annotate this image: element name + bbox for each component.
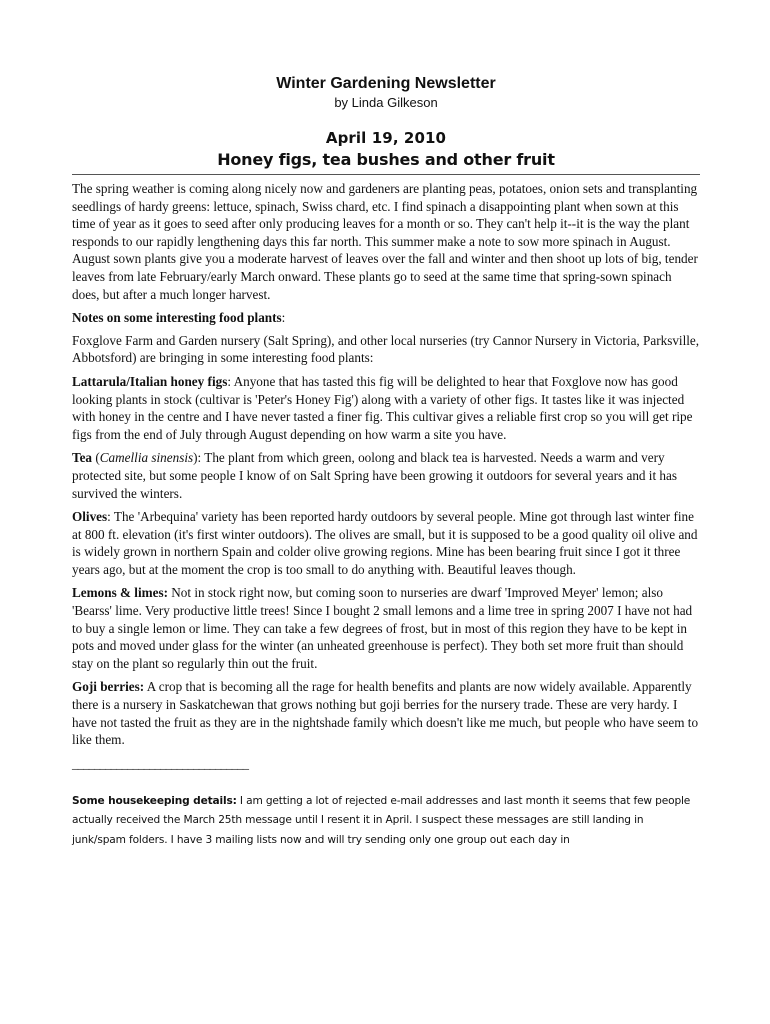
notes-heading: Notes on some interesting food plants [72, 310, 282, 326]
newsletter-title: Winter Gardening Newsletter [276, 75, 496, 92]
masthead [72, 74, 700, 111]
section-separator: ________________________________ [72, 755, 248, 771]
item-figs [72, 373, 700, 443]
housekeeping-text: I am getting a lot of rejected e-mail addresses and last month it seems that few people actually received the March 25th message until I resent it in April. I suspect these messages are still landing in junk/spam folders. I have 3 mailing lists now and will try sending only one group out each day in [72, 794, 691, 846]
item-tea-text: ): The plant from which green, oolong and black tea is harvested. Needs a warm and very protected site, but some people I know of on Salt Spring have been growing it outdoors for several years and it has survived the winters. [72, 450, 678, 501]
intro-paragraph: The spring weather is coming along nicely now and gardeners are planting peas, potatoes, onion sets and transplanting seedlings of hardy greens: lettuce, spinach, Swiss chard, etc. I find spinach a disappointing plant when sown at this time of year as it goes to seed after only producing leaves for a month or so. They can't help it--it is the way the plant responds to our rapidly lengthening days this far north. This summer make a note to sow more spinach in August. August sown plants give you a moderate harvest of leaves over the fall and winter and then shoot up lots of big, tender leaves from late February/early March onward. These plants go to seed at the same time that spring-sown spinach does, but after a much longer harvest. [72, 181, 698, 302]
author-byline: by Linda Gilkeson [334, 95, 438, 110]
item-olives-text: : The 'Arbequina' variety has been reported hardy outdoors by several people. Mine got through last winter fine at 800 ft. elevation (it's first winter outdoors). The olives are small, but it is supposed to be a good quality oil olive and is widely grown in northern Spain and colder olive growing regions. Mine has been bearing fruit since I got it three years ago, but at the moment the crop is too small to do anything with. Beautiful leaves though. [72, 509, 698, 577]
issue-date: April 19, 2010 [325, 129, 447, 147]
notes-heading-colon: : [281, 310, 286, 326]
issue-headline: Honey figs, tea bushes and other fruit [217, 150, 555, 169]
nurseries-paragraph: Foxglove Farm and Garden nursery (Salt Spring), and other local nurseries (try Cannor Nursery in Victoria, Parksville, Abbotsford) are bringing in some interesting food plants: [72, 332, 700, 366]
item-tea-label: Tea [72, 450, 93, 466]
header-divider [72, 174, 700, 175]
item-lemons-limes-text: Not in stock right now, but coming soon to nurseries are dwarf 'Improved Meyer' lemon; also 'Bearss' lime. Very productive little trees! Since I bought 2 small lemons and a lime tree in spring 2007 I have not had to buy a single lemon or lime. They can take a few degrees of frost, but in most of this region they have to be kept in pots and moved under glass for the winter (an unheated greenhouse is perfect). They both set more fruit than should stay on the plant so regularly thin out the fruit. [72, 585, 693, 671]
item-goji-label: Goji berries: [72, 679, 145, 695]
issue-header [72, 128, 700, 171]
item-tea-latin-name: Camellia sinensis [99, 450, 194, 466]
notes-heading-paragraph [72, 309, 700, 327]
item-olives-label: Olives [72, 509, 108, 525]
item-goji [72, 678, 700, 748]
item-lemons-limes [72, 584, 700, 672]
housekeeping-label: Some housekeeping details: [72, 794, 237, 807]
item-lemons-limes-label: Lemons & limes: [72, 585, 168, 601]
housekeeping-paragraph [72, 792, 700, 851]
item-figs-text: : Anyone that has tasted this fig will be delighted to hear that Foxglove now has good looking plants in stock (cultivar is 'Peter's Honey Fig') along with a variety of other figs. It tastes like it was injected with honey in the centre and I have never tasted a finer fig. This cultivar gives a reliable first crop so you will get ripe figs from the end of July through August depending on how warm a site you have. [72, 373, 693, 442]
item-figs-label: Lattarula/Italian honey figs [72, 373, 228, 389]
article-body [72, 180, 700, 749]
item-goji-text: A crop that is becoming all the rage for health benefits and plants are now widely available. Apparently there is a nursery in Saskatchewan that grows nothing but goji berries for the nursery trade. These are very hardy. I have not tasted the fruit as they are in the nightshade family which doesn't like me much, but people who have seem to like them. [72, 679, 699, 748]
item-tea: Tea (Camellia sinensis): The plant from which green, oolong and black tea is harvested. Needs a warm and very protected site, but some people I know of on Salt Spring have been growing it outdoors for several years and it has survived the winters. [72, 450, 678, 501]
newsletter-page [72, 74, 700, 850]
item-olives [72, 508, 700, 578]
